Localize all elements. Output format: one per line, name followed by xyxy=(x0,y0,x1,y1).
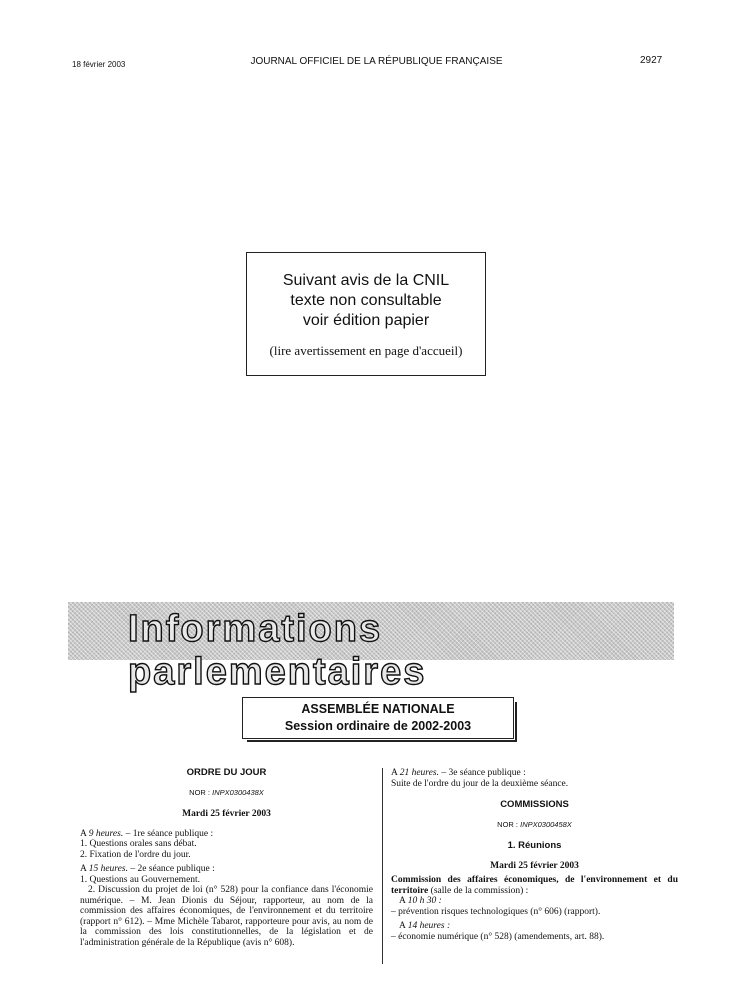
commission-name: Commission des affaires économiques, de l'environnement et du territoire xyxy=(391,875,678,896)
cnil-line-4: (lire avertissement en page d'accueil) xyxy=(269,343,463,358)
meeting-1-time-value: 10 h 30 : xyxy=(407,896,442,906)
session-2-item-2: 2. Discussion du projet de loi (n° 528) pour la confiance dans l'économie numérique. – M. Jean Dionis du Séjour, rapporteur, au nom de la commission des affaires économiques, de l'environnement et du territoire (rapport n° 612). – Mme Michèle Tabarot, rapporteure pour avis, au nom de la commission des lois constitutionnelles, de la législation et de l'administration générale de la République (avis n° 608). xyxy=(80,885,373,948)
cnil-notice-box xyxy=(246,252,486,376)
assembly-name: ASSEMBLÉE NATIONALE xyxy=(301,702,455,716)
cnil-line-1: Suivant avis de la CNIL xyxy=(282,272,450,289)
session-1-time: 9 heures. xyxy=(88,828,124,839)
session-1-label: – 1re séance publique : xyxy=(123,828,214,839)
cnil-notice-main xyxy=(247,271,485,331)
agenda-heading: ORDRE DU JOUR xyxy=(186,767,267,778)
assembly-box xyxy=(242,697,514,739)
meeting-1-item: – prévention risques technologiques (n° 606) (rapport). xyxy=(391,906,601,917)
session-3: A 21 heures. – 3e séance publique : xyxy=(391,768,526,778)
cnil-line-2: texte non consultable xyxy=(290,292,442,309)
session-3-time: 21 heures. xyxy=(399,768,439,778)
session-1-item-2: 2. Fixation de l'ordre du jour. xyxy=(80,849,191,860)
session-3-label: – 3e séance publique : xyxy=(438,768,526,778)
session-2-label: – 2e séance publique : xyxy=(127,864,215,874)
header-page-number: 2927 xyxy=(640,55,663,66)
meeting-2-time: A 14 heures : xyxy=(399,921,451,931)
meetings-subheading: 1. Réunions xyxy=(507,840,562,851)
meeting-2-item: – économie numérique (n° 528) (amendements, art. 88). xyxy=(391,931,605,942)
banner-title: Informations parlementaires xyxy=(128,608,427,693)
meeting-1-time: A 10 h 30 : xyxy=(399,896,442,906)
left-column xyxy=(80,768,373,948)
commissions-nor xyxy=(391,820,678,831)
commission-room: (salle de la commission) : xyxy=(428,885,529,896)
session-3-item: Suite de l'ordre du jour de la deuxième séance. xyxy=(391,778,569,789)
commissions-heading: COMMISSIONS xyxy=(500,799,569,810)
session-2-time: 15 heures. xyxy=(88,864,128,874)
agenda-nor xyxy=(80,788,373,799)
nor-code-2: INPX0300458X xyxy=(520,819,572,829)
session-2: A 15 heures. – 2e séance publique : xyxy=(80,864,215,874)
nor-code: INPX0300438X xyxy=(212,787,264,797)
nor-label-2: NOR : xyxy=(497,819,519,829)
meeting-2-time-value: 14 heures : xyxy=(407,921,451,931)
commission-entry xyxy=(391,875,678,896)
assembly-session: Session ordinaire de 2002-2003 xyxy=(284,719,472,733)
right-column xyxy=(391,768,678,942)
header-date: 18 février 2003 xyxy=(72,60,126,69)
session-2-item-1: 1. Questions au Gouvernement. xyxy=(80,874,201,885)
header-journal-title: JOURNAL OFFICIEL DE LA RÉPUBLIQUE FRANÇAISE xyxy=(250,56,503,67)
session-1-item-1: 1. Questions orales sans débat. xyxy=(80,839,197,849)
column-divider xyxy=(382,768,383,964)
agenda-date: Mardi 25 février 2003 xyxy=(182,809,271,819)
nor-label: NOR : xyxy=(189,787,211,797)
cnil-line-3: voir édition papier xyxy=(302,312,430,329)
meetings-date: Mardi 25 février 2003 xyxy=(490,860,579,871)
section-banner xyxy=(68,602,674,693)
session-1: A 9 heures. – 1re séance publique : xyxy=(80,828,214,839)
